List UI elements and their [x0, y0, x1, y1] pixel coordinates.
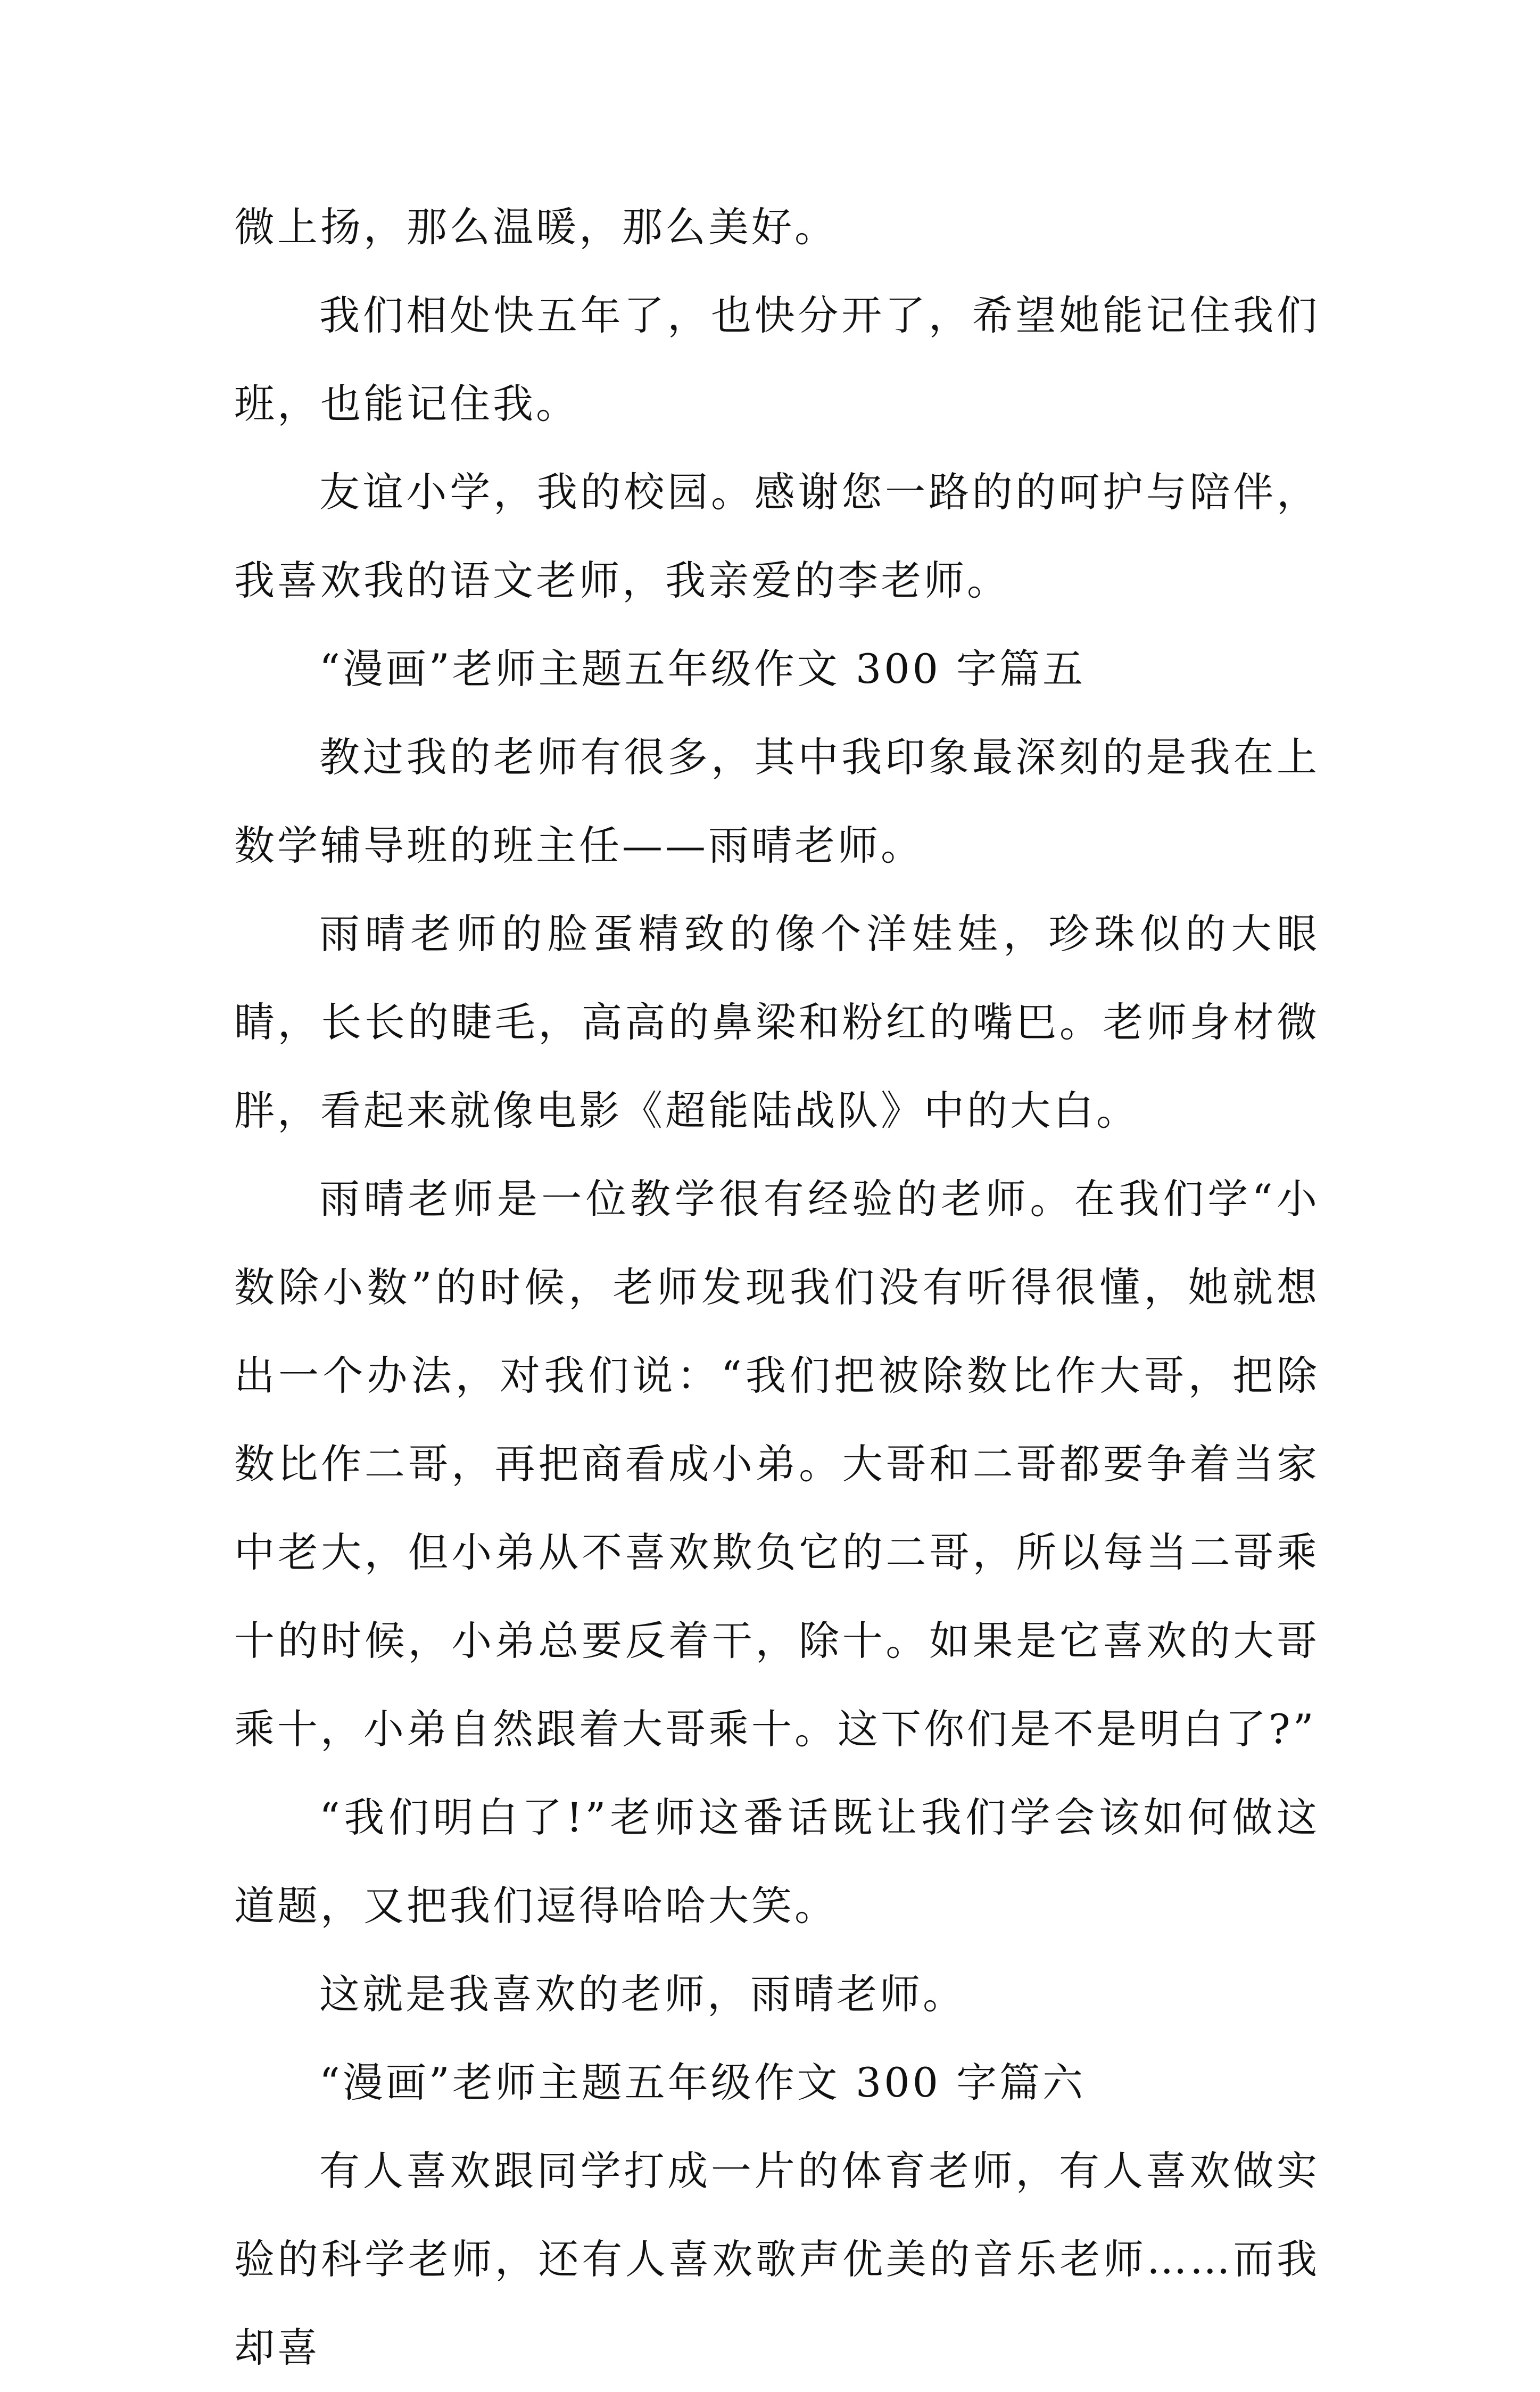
paragraph: 雨晴老师的脸蛋精致的像个洋娃娃，珍珠似的大眼睛，长长的睫毛，高高的鼻梁和粉红的嘴巴。老师身材微胖，看起来就像电影《超能陆战队》中的大白。: [234, 910, 1320, 1134]
paragraph: 微上扬，那么温暖，那么美好。: [234, 203, 838, 251]
paragraph: 我们相处快五年了，也快分开了，希望她能记住我们班，也能记住我。: [234, 292, 1320, 427]
section-heading: “漫画”老师主题五年级作文 300 字篇五: [319, 645, 1086, 692]
paragraph: “我们明白了!”老师这番话既让我们学会该如何做这道题，又把我们逗得哈哈大笑。: [234, 1794, 1320, 1929]
paragraph: 教过我的老师有很多，其中我印象最深刻的是我在上数学辅导班的班主任——雨晴老师。: [234, 733, 1320, 869]
paragraph: 友谊小学，我的校园。感谢您一路的的呵护与陪伴，我喜欢我的语文老师，我亲爱的李老师。: [234, 468, 1320, 604]
document-body: [234, 183, 1320, 2392]
section-heading: “漫画”老师主题五年级作文 300 字篇六: [319, 2059, 1086, 2106]
paragraph: 这就是我喜欢的老师，雨晴老师。: [319, 1970, 966, 2018]
paragraph: 雨晴老师是一位教学很有经验的老师。在我们学“小数除小数”的时候，老师发现我们没有听得很懂，她就想出一个办法，对我们说：“我们把被除数比作大哥，把除数比作二哥，再把商看成小弟。大哥和二哥都要争着当家中老大，但小弟从不喜欢欺负它的二哥，所以每当二哥乘十的时候，小弟总要反着干，除十。如果是它喜欢的大哥乘十，小弟自然跟着大哥乘十。这下你们是不是明白了?”: [234, 1175, 1320, 1753]
paragraph: 有人喜欢跟同学打成一片的体育老师，有人喜欢做实验的科学老师，还有人喜欢歌声优美的音乐老师……而我却喜: [234, 2147, 1320, 2371]
